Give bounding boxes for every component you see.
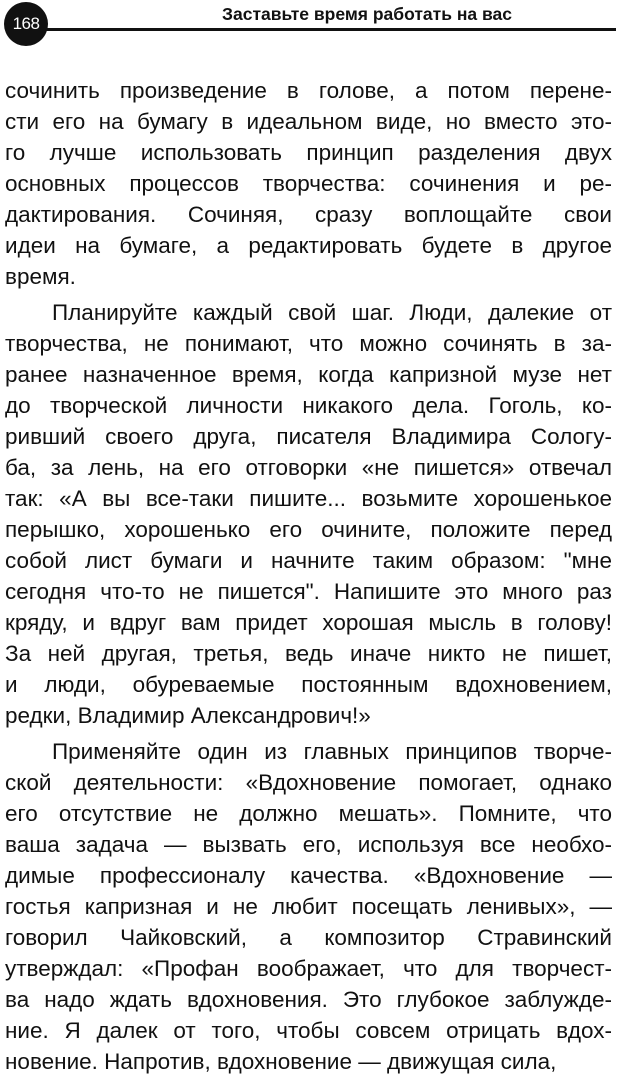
text-line: время. — [5, 264, 76, 289]
text-line: гостья капризная и не любит посещать ленивых», — — [5, 894, 612, 919]
paragraph — [5, 736, 612, 1077]
running-title: Заставьте время работать на вас — [222, 4, 512, 24]
text-line: идеи на бумаге, а редактировать будете в другое — [5, 233, 612, 258]
text-line: ской деятельности: «Вдохновение помогает, однако — [5, 770, 612, 795]
page-number: 168 — [4, 2, 48, 46]
text-line: его отсутствие не должно мешать». Помните, что — [5, 801, 612, 826]
header-rule — [40, 28, 616, 31]
text-line: основных процессов творчества: сочинения и ре- — [5, 171, 612, 196]
text-line: го лучше использовать принцип разделения двух — [5, 140, 612, 165]
text-line: и люди, обуреваемые постоянным вдохновением, — [5, 672, 612, 697]
text-line: Применяйте один из главных принципов творче- — [52, 739, 612, 764]
text-line: ваша задача — вызвать его, используя все необхо- — [5, 832, 612, 857]
paragraph — [5, 297, 612, 731]
body-text — [5, 75, 612, 1077]
text-line: ва надо ждать вдохновения. Это глубокое заблужде- — [5, 987, 612, 1012]
text-line: до творческой личности никакого дела. Гоголь, ко- — [5, 393, 612, 418]
running-header — [0, 0, 620, 52]
text-line: так: «А вы все-таки пишите... возьмите хорошенькое — [5, 486, 612, 511]
paragraph — [5, 75, 612, 292]
text-line: кряду, и вдруг вам придет хорошая мысль в голову! — [5, 610, 612, 635]
text-line: перышко, хорошенько его очините, положите перед — [5, 517, 612, 542]
text-line: собой лист бумаги и начните таким образом: "мне — [5, 548, 612, 573]
text-line: сти его на бумагу в идеальном виде, но вместо это- — [5, 109, 612, 134]
text-line: ба, за лень, на его отговорки «не пишется» отвечал — [5, 455, 612, 480]
text-line: дактирования. Сочиняя, сразу воплощайте свои — [5, 202, 612, 227]
text-line: новение. Напротив, вдохновение — движущая сила, — [5, 1049, 557, 1074]
text-line: За ней другая, третья, ведь иначе никто не пишет, — [5, 641, 612, 666]
text-line: Планируйте каждый свой шаг. Люди, далекие от — [52, 300, 612, 325]
text-line: ранее назначенное время, когда капризной музе нет — [5, 362, 612, 387]
text-line: ривший своего друга, писателя Владимира Сологу- — [5, 424, 612, 449]
text-line: димые профессионалу качества. «Вдохновение — — [5, 863, 612, 888]
text-line: сегодня что-то не пишется". Напишите это много раз — [5, 579, 612, 604]
text-line: редки, Владимир Александрович!» — [5, 703, 371, 728]
text-line: говорил Чайковский, а композитор Стравинский — [5, 925, 612, 950]
text-line: утверждал: «Профан воображает, что для творчест- — [5, 956, 612, 981]
text-line: сочинить произведение в голове, а потом перене- — [5, 78, 612, 103]
text-line: ние. Я далек от того, чтобы совсем отрицать вдох- — [5, 1018, 612, 1043]
text-line: творчества, не понимают, что можно сочинять в за- — [5, 331, 612, 356]
